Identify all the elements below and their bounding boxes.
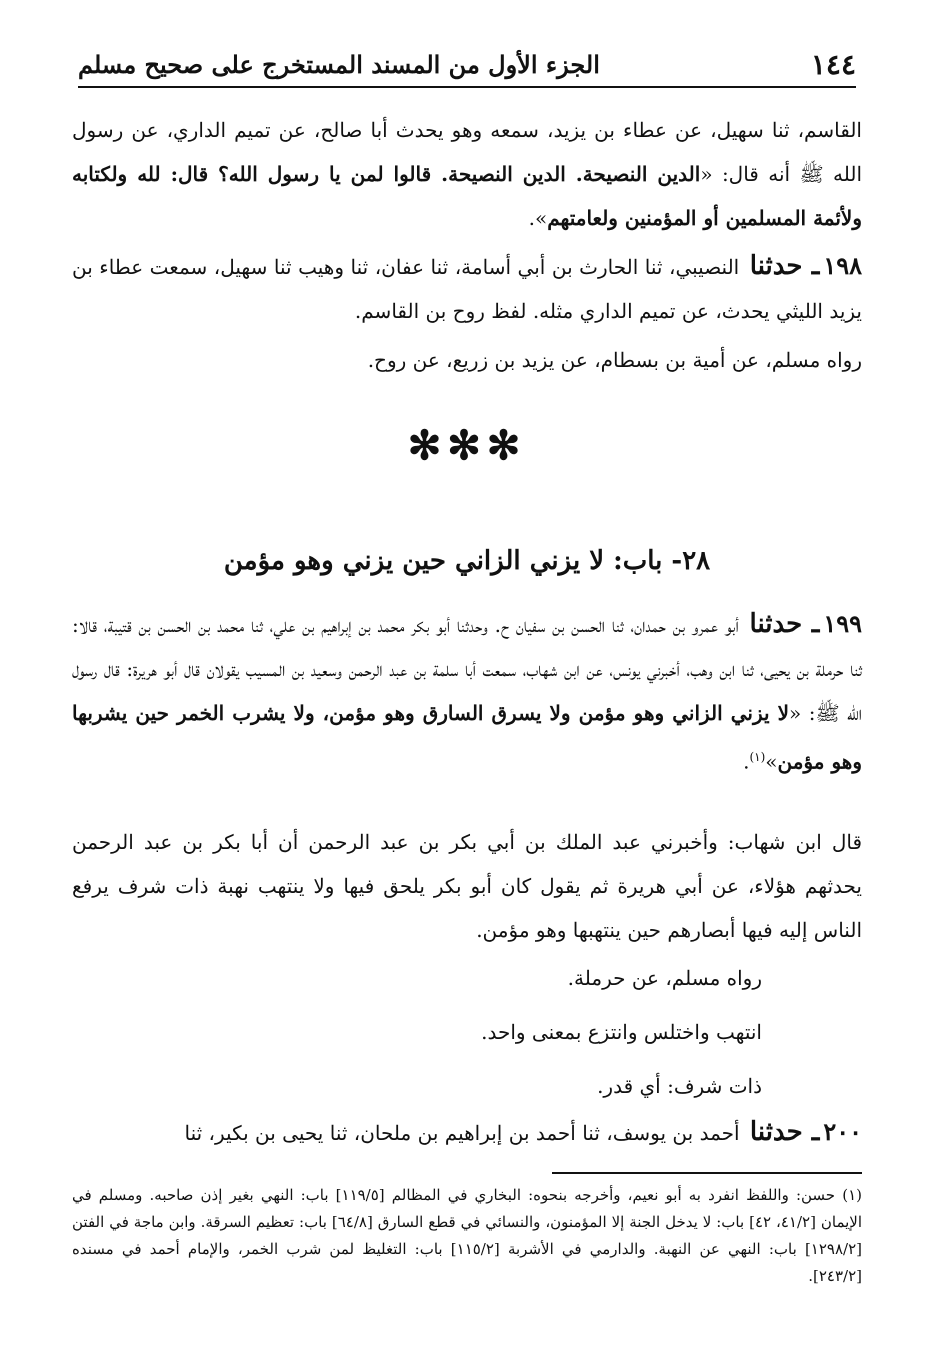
para1-bold-text: الدين النصيحة. الدين النصيحة. قالوا لمن يا رسول الله؟ قال: لله ولكتابه ولأئمة المسلمين أو المؤمنين ولعامتهم <box>72 162 862 230</box>
page-number: ١٤٤ <box>810 47 856 81</box>
page-header <box>78 42 856 88</box>
hadith-quote-end: » <box>765 749 778 774</box>
hadith-bold-text: لا يزني الزاني وهو مؤمن ولا يسرق السارق وهو مؤمن، ولا يشرب الخمر حين يشربها وهو مؤمن <box>72 701 862 774</box>
hadith-200 <box>72 1110 862 1155</box>
haddathana-label: ـ حدثنا <box>749 1117 820 1147</box>
footnote-reference[interactable]: (١) <box>749 750 766 764</box>
hadith-198 <box>72 244 862 333</box>
footnote-text: حسن: واللفظ انفرد به أبو نعيم، وأخرجه بنحوه: البخاري في المظالم [١١٩/٥] باب: النهي بغير إذن صاحبه. ومسلم في الإيمان [٤١/٢، ٤٢] باب: لا يدخل الجنة إلا المؤمنون، والنسائي في قطع السارق [٦٤/٨] باب: تعظيم السرقة. وابن ماجة في الفتن [١٢٩٨/٢] باب: النهي عن النهبة. والدارمي في الأشربة [١١٥/٢] باب: التغليظ لمن شرب الخمر، والإمام أحمد في مسنده [٢٤٣/٢]. <box>72 1186 863 1285</box>
section-separator: ✻✻✻ <box>407 422 527 469</box>
footnote-divider <box>552 1172 862 1174</box>
gloss-dhat-sharaf: ذات شرف: أي قدر. <box>597 1074 762 1098</box>
footnote-number: (١) <box>842 1186 862 1204</box>
hadith-text: النصيبي، ثنا الحارث بن أبي أسامة، ثنا عفان، ثنا وهيب ثنا سهيل، سمعت عطاء بن يزيد الليثي يحدث، عن تميم الداري مثله. لفظ روح بن القاسم. <box>72 255 862 323</box>
hadith-text: أحمد بن يوسف، ثنا أحمد بن إبراهيم بن ملحان، ثنا يحيى بن بكير، ثنا <box>184 1121 740 1145</box>
gloss-intahaba: انتهب واختلس وانتزع بمعنى واحد. <box>481 1020 762 1044</box>
hadith-number: ٢٠٠ <box>823 1117 862 1146</box>
riwaya-199: رواه مسلم، عن حرملة. <box>567 966 762 990</box>
hadith-tail: . <box>743 749 750 774</box>
haddathana-label: ـ حدثنا <box>749 609 820 639</box>
para1-text: القاسم، ثنا سهيل، عن عطاء بن يزيد، سمعه وهو يحدث أبا صالح، عن تميم الداري، عن رسول الله ﷺ أنه قال: « <box>72 118 863 186</box>
paragraph-ibn-shihab: قال ابن شهاب: وأخبرني عبد الملك بن أبي بكر بن عبد الرحمن أن أبا بكر بن عبد الرحمن يحدثهم هؤلاء، عن أبي هريرة ثم يقول كان أبو بكر يلحق فيها ولا ينتهب نهبة ذات شرف يرفع الناس إليه فيها أبصارهم حين ينتهبها وهو مؤمن. <box>72 830 862 942</box>
hadith-number: ١٩٨ <box>823 251 862 280</box>
hadith-number: ١٩٩ <box>823 609 862 638</box>
hadith-text: أبو عمرو بن حمدان، ثنا الحسن بن سفيان ح. وحدثنا أبو بكر محمد بن إبراهيم بن علي، ثنا محمد بن الحسن بن قتيبة، قالا: ثنا حرملة بن يحيى، ثنا ابن وهب، أخبرني يونس، عن ابن شهاب، سمعت أبا سلمة بن عبد الرحمن وسعيد بن المسيب يقولان قال أبو هريرة: قال رسول الله ﷺ: « <box>72 613 862 725</box>
hadith-199 <box>72 602 862 784</box>
footnote <box>72 1182 862 1290</box>
riwaya-198: رواه مسلم، عن أمية بن بسطام، عن يزيد بن زريع، عن روح. <box>367 348 862 372</box>
running-title: الجزء الأول من المسند المستخرج على صحيح مسلم <box>78 49 600 79</box>
paragraph-nasiha <box>72 108 862 240</box>
chapter-title: ٢٨- باب: لا يزني الزاني حين يزني وهو مؤمن <box>223 546 711 576</box>
para1-end: ». <box>528 206 548 230</box>
haddathana-label: ـ حدثنا <box>749 251 820 281</box>
